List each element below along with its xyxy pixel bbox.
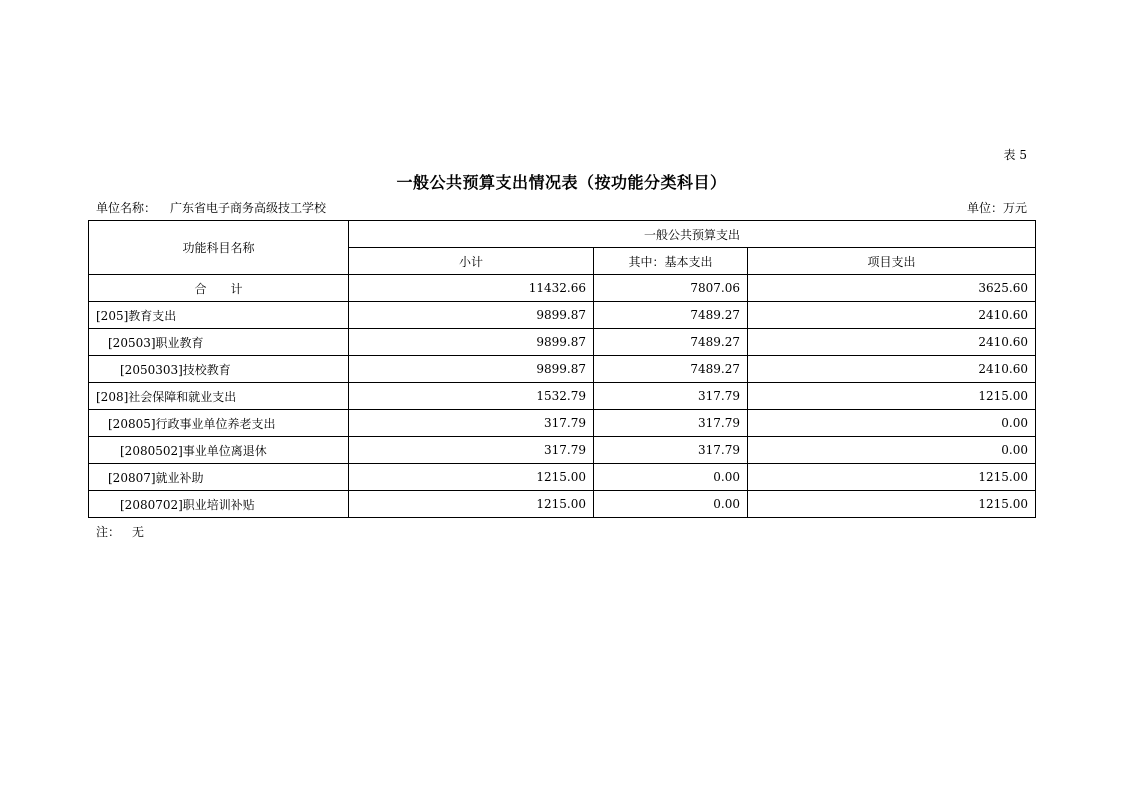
row-subtotal: 317.79 (349, 437, 594, 464)
row-basic: 0.00 (594, 491, 748, 518)
row-subtotal: 1215.00 (349, 464, 594, 491)
row-basic: 317.79 (594, 437, 748, 464)
table-row (89, 410, 1036, 437)
row-basic: 0.00 (594, 464, 748, 491)
row-basic: 7489.27 (594, 302, 748, 329)
column-header-name: 功能科目名称 (89, 221, 349, 275)
row-project: 2410.60 (748, 302, 1036, 329)
table-number: 表 5 (1003, 148, 1027, 162)
table-row (89, 491, 1036, 518)
column-group-header: 一般公共预算支出 (349, 221, 1036, 248)
total-row (89, 275, 1036, 302)
row-project: 1215.00 (748, 491, 1036, 518)
table-row (89, 383, 1036, 410)
total-project: 3625.60 (748, 275, 1036, 302)
row-project: 2410.60 (748, 356, 1036, 383)
page-title: 一般公共预算支出情况表（按功能分类科目） (396, 173, 727, 192)
row-project: 1215.00 (748, 383, 1036, 410)
row-name: [20503]职业教育 (89, 329, 349, 356)
unit-name-value: 广东省电子商务高级技工学校 (170, 201, 327, 215)
row-subtotal: 1215.00 (349, 491, 594, 518)
column-header-project: 项目支出 (748, 248, 1036, 275)
money-unit: 单位：万元 (966, 201, 1027, 215)
table-row (89, 329, 1036, 356)
row-name: [208]社会保障和就业支出 (89, 383, 349, 410)
total-label: 合计 (194, 281, 267, 296)
row-basic: 7489.27 (594, 329, 748, 356)
row-name: [20805]行政事业单位养老支出 (89, 410, 349, 437)
unit-name-line (96, 199, 326, 216)
row-project: 2410.60 (748, 329, 1036, 356)
footnote-value: 无 (132, 525, 145, 539)
row-basic: 7489.27 (594, 356, 748, 383)
row-subtotal: 1532.79 (349, 383, 594, 410)
budget-table (88, 220, 1036, 518)
total-basic: 7807.06 (594, 275, 748, 302)
row-project: 1215.00 (748, 464, 1036, 491)
total-subtotal: 11432.66 (349, 275, 594, 302)
header-row-1 (89, 221, 1036, 248)
row-basic: 317.79 (594, 383, 748, 410)
row-subtotal: 317.79 (349, 410, 594, 437)
footnote (96, 523, 144, 540)
row-name: [20807]就业补助 (89, 464, 349, 491)
row-basic: 317.79 (594, 410, 748, 437)
row-subtotal: 9899.87 (349, 329, 594, 356)
unit-name-label: 单位名称： (96, 201, 157, 215)
total-label-cell (89, 275, 349, 302)
row-subtotal: 9899.87 (349, 302, 594, 329)
row-subtotal: 9899.87 (349, 356, 594, 383)
row-name: [2080702]职业培训补贴 (89, 491, 349, 518)
column-header-basic: 其中：基本支出 (594, 248, 748, 275)
table-row (89, 464, 1036, 491)
row-name: [205]教育支出 (89, 302, 349, 329)
row-name: [2050303]技校教育 (89, 356, 349, 383)
column-header-subtotal: 小计 (349, 248, 594, 275)
row-project: 0.00 (748, 410, 1036, 437)
table-row (89, 356, 1036, 383)
table-row (89, 437, 1036, 464)
row-project: 0.00 (748, 437, 1036, 464)
table-row (89, 302, 1036, 329)
row-name: [2080502]事业单位离退休 (89, 437, 349, 464)
footnote-label: 注： (96, 525, 121, 539)
